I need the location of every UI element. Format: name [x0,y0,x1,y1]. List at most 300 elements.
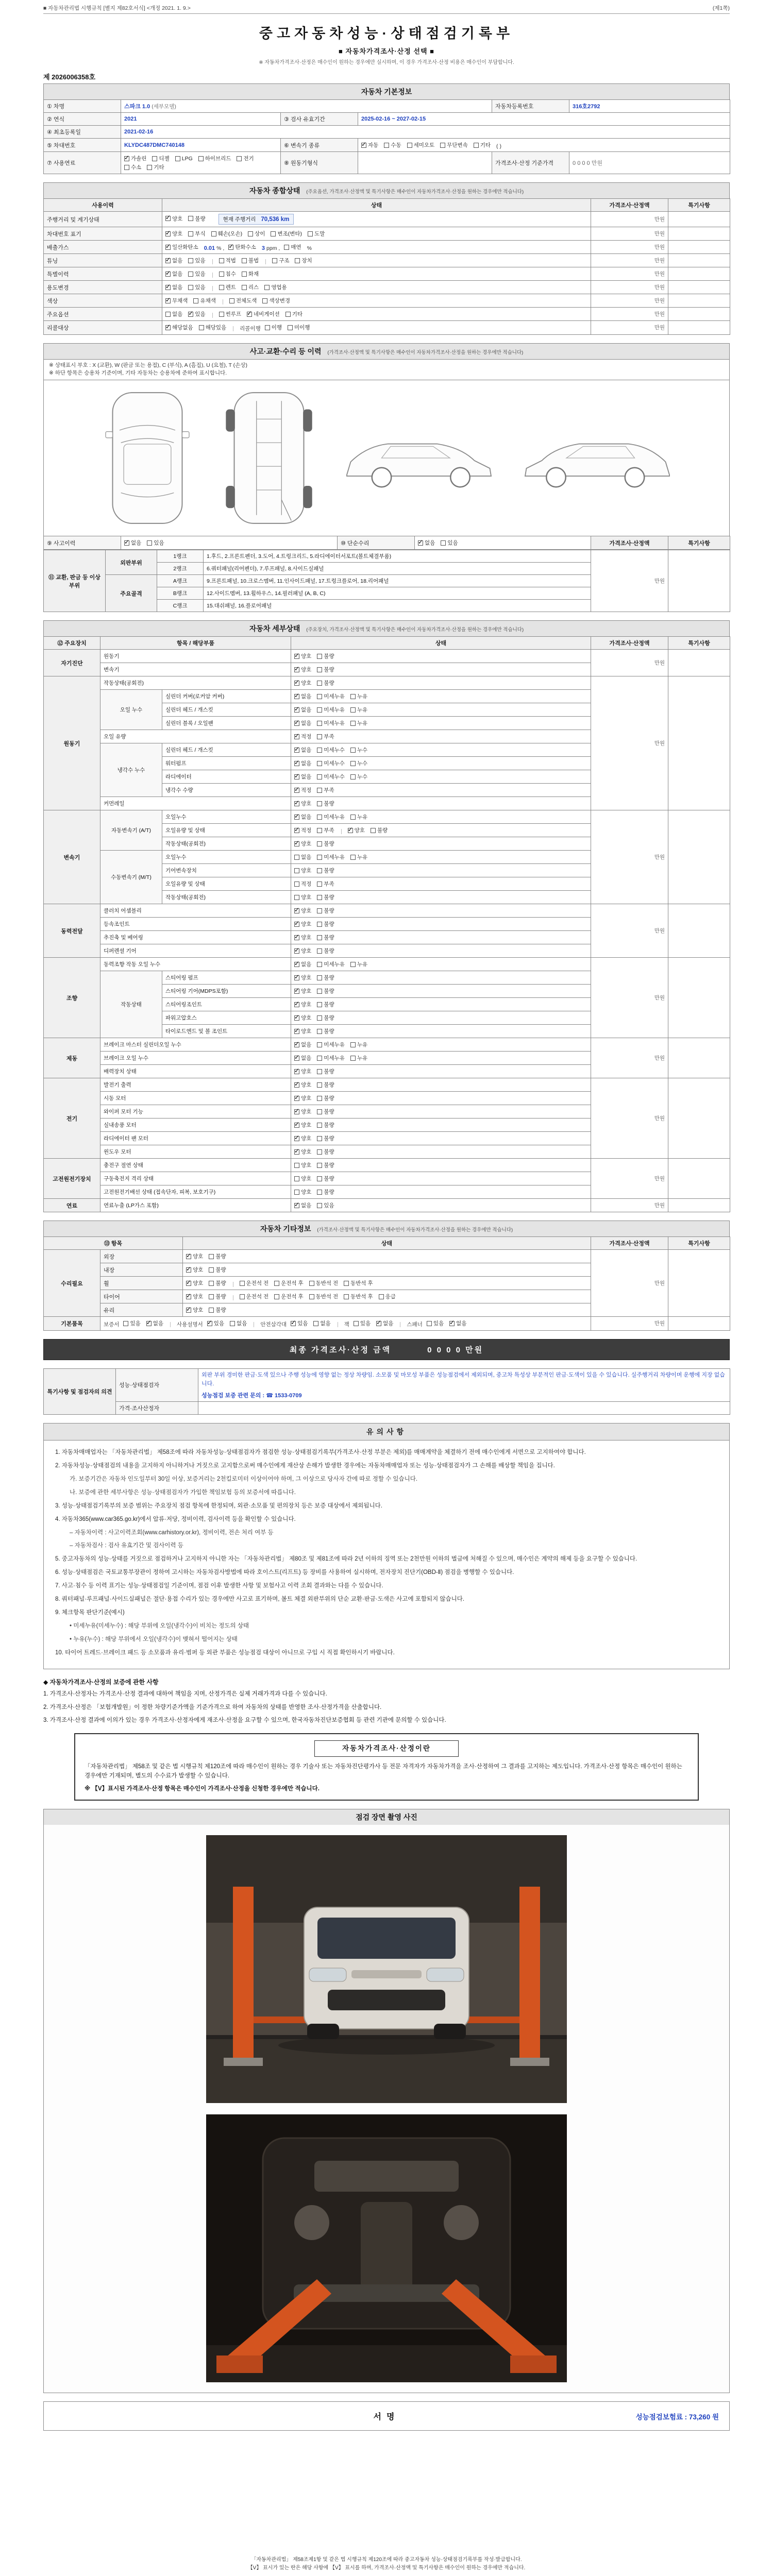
checkbox-불량[interactable] [317,1161,334,1169]
definition-text: 「자동차관리법」 제58조 및 같은 법 시행규칙 제120조에 따라 매수인이 원하는 경우 기술사 또는 자동차진단평가사 등 전문 자격자가 자동차가격을 조사·산정하여 그 결과를 고지하는 제도입니다. 가격조사·산정 항목은 매수인이 원하는 경우에만 기재되며, 별도의 수수료가 발생할 수 있습니다. [85,1763,682,1780]
checkbox-운전석 전[interactable] [240,1279,269,1287]
checkbox-label: 미세누유 [324,1055,345,1061]
checkbox-양호[interactable] [294,1067,311,1075]
checkbox-양호[interactable] [186,1266,203,1274]
checkbox-box-icon [317,654,322,659]
checkbox-훼손(오손)[interactable] [211,230,243,238]
comprehensive-row [44,267,730,281]
accident-section [43,343,730,613]
checkbox-적법[interactable] [219,257,236,264]
checkbox-label: 양호 [301,680,312,686]
checkbox-없음[interactable] [294,960,311,968]
checkbox-불량[interactable] [209,1266,226,1274]
checkbox-누유[interactable] [350,853,367,861]
legend-note: ※ 하단 항목은 승용차 기준이며, 기타 자동차는 승용차에 준하여 표시합니다. [49,370,227,377]
checkbox-label: 없음 [301,854,312,860]
checkbox-부족[interactable] [317,880,334,888]
device-item: 작동상태(공회전) [100,676,291,690]
device-item: 브레이크 마스터 실린더오일 누수 [100,1038,291,1052]
checkbox-없음[interactable] [294,1041,311,1048]
checkbox-적정[interactable] [294,733,311,740]
detail-row [44,1159,730,1172]
checkbox-불량[interactable] [209,1279,226,1287]
checkbox-양호[interactable] [294,987,311,995]
checkbox-box-icon [262,298,267,303]
checkbox-불량[interactable] [317,1081,334,1089]
inline-value: 0.01 [204,245,215,251]
checkbox-양호[interactable] [165,215,182,223]
checkbox-양호[interactable] [294,1148,311,1156]
checkbox-이행[interactable] [265,324,282,331]
state-cell [291,1145,591,1159]
checkbox-수소[interactable] [124,163,141,171]
checkbox-기타[interactable] [285,310,303,318]
checkbox-없음[interactable] [294,1201,311,1209]
checkbox-label: 없음 [301,961,312,968]
checkbox-양호[interactable] [294,666,311,673]
checkbox-label: 양호 [301,1015,312,1021]
checkbox-미세누유[interactable] [317,853,345,861]
checkbox-label: 세미오토 [413,142,435,148]
checkbox-label: 부족 [324,787,334,793]
checkbox-없음[interactable] [165,283,182,291]
checkbox-양호[interactable] [186,1306,203,1314]
chip-label: 현재 주행거리 [223,216,256,223]
checkbox-기타[interactable] [147,163,164,171]
checkbox-미세누유[interactable] [317,719,345,727]
checkbox-label: 누수 [357,747,368,753]
checkbox-불량[interactable] [209,1306,226,1314]
checkbox-누수[interactable] [350,759,367,767]
checkbox-없음[interactable] [313,1319,330,1327]
checkbox-없음[interactable] [449,1319,466,1327]
price-cell: 만원 [591,294,668,308]
checkbox-자동[interactable] [361,141,378,149]
checkbox-없음[interactable] [124,539,141,547]
checkbox-양호[interactable] [294,1175,311,1182]
checkbox-불량[interactable] [317,1188,334,1196]
checkbox-해당없음[interactable] [165,324,193,331]
checkbox-있음[interactable] [291,1319,308,1327]
checkbox-있음[interactable] [188,283,205,291]
col-memo: 특기사항 [668,637,730,650]
checkbox-box-icon [317,1190,322,1195]
checkbox-누유[interactable] [350,813,367,821]
state-cell [291,1132,591,1145]
device-item: 작동상태(공회전) [162,837,291,851]
checkbox-불량[interactable] [317,1148,334,1156]
checkbox-양호[interactable] [294,974,311,981]
accident-history-label: ⑨ 사고이력 [44,536,121,550]
checkbox-화재[interactable] [242,270,259,278]
checkbox-무단변속[interactable] [440,141,468,149]
checkbox-침수[interactable] [219,270,236,278]
checkbox-부족[interactable] [317,826,334,834]
checkbox-box-icon [294,1176,299,1181]
checkbox-미세누수[interactable] [317,773,345,781]
checkbox-불량[interactable] [317,974,334,981]
checkbox-누유[interactable] [350,960,367,968]
checkbox-box-icon [198,156,204,161]
checkbox-box-icon [124,165,129,170]
checkbox-양호[interactable] [294,907,311,914]
checkbox-label: 양호 [301,1122,312,1128]
checkbox-없음[interactable] [418,539,435,547]
checkbox-없음[interactable] [294,853,311,861]
checkbox-label: 부족 [324,827,334,834]
checkbox-매연[interactable] [284,243,301,251]
device-item: 변속기 [100,663,291,676]
checkbox-누유[interactable] [350,692,367,700]
car-diagram-underside-view [220,388,318,528]
checkbox-없음[interactable] [294,692,311,700]
checkbox-box-icon [165,245,171,250]
checkbox-미세누유[interactable] [317,960,345,968]
checkbox-box-icon [317,1029,322,1034]
device-item: 스티어링조인트 [162,998,291,1011]
device-group: 동력전달 [44,904,100,958]
checkbox-불량[interactable] [317,920,334,928]
checkbox-box-icon [317,1002,322,1007]
checkbox-불량[interactable] [317,867,334,874]
checkbox-적정[interactable] [294,880,311,888]
checkbox-전기[interactable] [237,155,254,162]
checkbox-없음[interactable] [294,1054,311,1062]
checkbox-누유[interactable] [350,1041,367,1048]
checkbox-탄화수소[interactable] [228,243,256,251]
vin-value: KLYDC487DMC740148 [121,139,281,152]
checkbox-불량[interactable] [317,840,334,848]
checkbox-box-icon [199,325,204,330]
checkbox-부족[interactable] [317,786,334,794]
checkbox-없음[interactable] [294,813,311,821]
checkbox-렌트[interactable] [219,283,236,291]
checkbox-적정[interactable] [294,786,311,794]
checkbox-기타[interactable] [474,141,491,149]
checkbox-일산화탄소[interactable] [165,243,198,251]
checkbox-가솔린[interactable] [124,155,146,162]
col-price: 가격조사·산정액 [591,637,668,650]
state-line [165,296,587,305]
checkbox-box-icon [294,1096,299,1101]
checkbox-누수[interactable] [350,773,367,781]
checkbox-양호[interactable] [294,947,311,955]
final-price-label: 최종 가격조사·산정 금액 [289,1345,392,1354]
checkbox-없음[interactable] [165,310,182,318]
checkbox-box-icon [317,895,322,900]
checkbox-양호[interactable] [294,652,311,660]
checkbox-없음[interactable] [146,1319,163,1327]
notice-item: 7. 사고·침수 등 이력 표기는 성능·상태점검일 기준이며, 점검 이후 발생한 사항 및 보험사고 이력 조회 결과와는 다를 수 있습니다. [55,1583,383,1589]
notice-item: 4. 자동차365(www.car365.go.kr)에서 압류·저당, 정비이력, 검사이력 등을 확인할 수 있습니다. [55,1516,296,1522]
checkbox-장치[interactable] [295,257,312,264]
checkbox-누수[interactable] [350,746,367,754]
checkbox-box-icon [294,1069,299,1074]
checkbox-양호[interactable] [186,1293,203,1300]
field-label: ⑥ 변속기 종류 [281,139,358,152]
checkbox-label: 자동 [368,142,379,148]
checkbox-label: LPG [181,155,193,162]
state-cell [291,1011,591,1025]
checkbox-box-icon [209,1267,214,1273]
checkbox-불량[interactable] [317,1014,334,1022]
checkbox-구조[interactable] [272,257,289,264]
checkbox-양호[interactable] [294,679,311,687]
checkbox-box-icon [294,774,299,779]
device-group: 고전원전기장치 [44,1159,100,1199]
checkbox-불량[interactable] [317,987,334,995]
checkbox-label: 없음 [301,707,312,713]
col-memo: 특기사항 [668,536,730,550]
checkbox-label: 무채색 [172,298,188,304]
checkbox-양호[interactable] [294,1014,311,1022]
checkbox-box-icon [317,935,322,940]
checkbox-label: 불량 [324,908,334,914]
checkbox-불량[interactable] [317,800,334,807]
checkbox-응급[interactable] [379,1293,396,1300]
device-item: 원동기 [100,650,291,663]
checkbox-양호[interactable] [186,1252,203,1260]
checkbox-box-icon [242,258,247,263]
checkbox-미세누수[interactable] [317,759,345,767]
checkbox-양호[interactable] [294,934,311,941]
checkbox-디젤[interactable] [152,155,169,162]
checkbox-하이브리드[interactable] [198,155,231,162]
device-item: 시동 모터 [100,1092,291,1105]
checkbox-있음[interactable] [427,1319,444,1327]
checkbox-box-icon [474,143,479,148]
checkbox-불량[interactable] [317,666,334,673]
checkbox-불량[interactable] [188,215,205,223]
checkbox-양호[interactable] [294,840,311,848]
checkbox-없음[interactable] [294,719,311,727]
checkbox-box-icon [240,1281,245,1286]
checkbox-색상변경[interactable] [262,297,290,304]
checkbox-label: 수동 [391,142,401,148]
checkbox-미세누유[interactable] [317,706,345,714]
checkbox-box-icon [350,815,356,820]
checkbox-label: 있음 [433,1320,444,1327]
checkbox-부족[interactable] [317,733,334,740]
checkbox-운전석 전[interactable] [240,1293,269,1300]
checkbox-있음[interactable] [188,270,205,278]
checkbox-동반석 후[interactable] [344,1293,373,1300]
misc-table [43,1236,730,1331]
checkbox-label: 양호 [301,653,312,659]
checkbox-box-icon [294,868,299,873]
checkbox-label: 적정 [301,734,312,740]
checkbox-양호[interactable] [294,893,311,901]
accident-header [43,343,730,359]
checkbox-양호[interactable] [294,1027,311,1035]
state-line [165,229,587,238]
checkbox-불량[interactable] [317,907,334,914]
checkbox-불량[interactable] [317,1108,334,1115]
checkbox-미세누유[interactable] [317,813,345,821]
comprehensive-note: (주요옵션, 가격조사·산정액 및 특기사항은 매수인이 자동차가격조사·산정을 원하는 경우에만 적습니다) [306,189,524,195]
mileage-chip [219,214,294,225]
checkbox-label: 전기 [243,156,254,162]
checkbox-미이행[interactable] [288,324,310,331]
checkbox-양호[interactable] [294,1108,311,1115]
checkbox-label: 없음 [301,774,312,780]
checkbox-label: 누수 [357,774,368,780]
checkbox-불량[interactable] [317,652,334,660]
checkbox-운전석 후[interactable] [274,1293,304,1300]
checkbox-label: 적정 [301,787,312,793]
checkbox-미세누유[interactable] [317,1041,345,1048]
checkbox-없음[interactable] [376,1319,393,1327]
checkbox-label: 불량 [324,1082,334,1088]
checkbox-label: 영업용 [271,284,287,291]
notice-subitem: • 미세누유(미세누수) : 해당 부위에 오일(냉각수)이 비치는 정도의 상태 [70,1623,249,1630]
checkbox-box-icon [317,828,322,833]
checkbox-box-icon [407,143,412,148]
checkbox-상이[interactable] [248,230,265,238]
checkbox-box-icon [165,298,171,303]
checkbox-리스[interactable] [242,283,259,291]
checkbox-양호[interactable] [294,867,311,874]
device-item: 오일유량 및 상태 [162,877,291,891]
checkbox-양호[interactable] [294,1094,311,1102]
checkbox-동반석 전[interactable] [309,1293,339,1300]
checkbox-box-icon [294,761,299,766]
checkbox-불량[interactable] [317,947,334,955]
checkbox-변조(변타)[interactable] [271,230,302,238]
checkbox-양호[interactable] [294,1001,311,1008]
checkbox-불량[interactable] [209,1293,226,1300]
checkbox-양호[interactable] [186,1279,203,1287]
checkbox-box-icon [350,1056,356,1061]
checkbox-불량[interactable] [371,826,388,834]
checkbox-양호[interactable] [294,800,311,807]
checkbox-없음[interactable] [294,746,311,754]
rank-label: C랭크 [157,600,204,612]
checkbox-불법[interactable] [242,257,259,264]
checkbox-있음[interactable] [123,1319,140,1327]
device-item: 구동축전지 격리 상태 [100,1172,291,1185]
checkbox-불량[interactable] [317,934,334,941]
checkbox-양호[interactable] [348,826,365,834]
checkbox-label: 누유 [357,961,368,968]
car-diagram-top-view [98,388,196,528]
checkbox-양호[interactable] [294,920,311,928]
checkbox-box-icon [294,1109,299,1114]
checkbox-있음[interactable] [207,1319,224,1327]
checkbox-불량[interactable] [317,1067,334,1075]
checkbox-label: 양호 [193,1253,204,1260]
checkbox-적정[interactable] [294,826,311,834]
checkbox-label: 불량 [324,841,334,847]
checkbox-label: 불량 [324,1028,334,1035]
checkbox-해당있음[interactable] [199,324,227,331]
detail-row [44,958,730,971]
checkbox-도말[interactable] [308,230,325,238]
checkbox-불량[interactable] [317,1027,334,1035]
checkbox-없음[interactable] [230,1319,247,1327]
checkbox-불량[interactable] [317,893,334,901]
checkbox-영업용[interactable] [264,283,287,291]
checkbox-무채색[interactable] [165,297,188,304]
checkbox-미세누유[interactable] [317,1054,345,1062]
checkbox-box-icon [384,143,389,148]
device-subgroup: 냉각수 누수 [100,743,162,797]
checkbox-label: 미세누수 [324,774,345,780]
checkbox-있음[interactable] [188,310,205,318]
model-year-value: 2021 [121,113,281,126]
checkbox-있음[interactable] [354,1319,371,1327]
checkbox-누유[interactable] [350,719,367,727]
checkbox-양호[interactable] [294,1121,311,1129]
checkbox-box-icon [317,748,322,753]
checkbox-부식[interactable] [188,230,205,238]
checkbox-불량[interactable] [317,1134,334,1142]
checkbox-있음[interactable] [441,539,458,547]
state-cell [291,877,591,891]
checkbox-운전석 후[interactable] [274,1279,304,1287]
checkbox-box-icon [165,325,171,330]
opinion-section-label: 특기사항 및 점검자의 의견 [44,1368,116,1414]
checkbox-없음[interactable] [165,270,182,278]
checkbox-box-icon [317,989,322,994]
checkbox-누유[interactable] [350,706,367,714]
checkbox-있음[interactable] [147,539,164,547]
checkbox-label: 무단변속 [447,142,468,148]
checkbox-동반석 전[interactable] [309,1279,339,1287]
checkbox-썬루프[interactable] [219,310,241,318]
checkbox-LPG[interactable] [175,156,193,162]
checkbox-box-icon [294,1136,299,1141]
checkbox-미세누수[interactable] [317,746,345,754]
checkbox-네비게이션[interactable] [247,310,280,318]
device-item: 스티어링 펌프 [162,971,291,985]
checkbox-양호[interactable] [294,1081,311,1089]
insurance-fee: 성능점검보험료 : 73,260 원 [635,2413,719,2421]
checkbox-양호[interactable] [165,230,182,238]
checkbox-세미오토[interactable] [407,141,435,149]
checkbox-label: 누유 [357,693,368,700]
checkbox-불량[interactable] [317,1175,334,1182]
checkbox-box-icon [123,1321,128,1326]
inline-text: 안전삼각대 [260,1321,287,1328]
checkbox-양호[interactable] [294,1134,311,1142]
checkbox-없음[interactable] [294,706,311,714]
checkbox-수동[interactable] [384,141,401,149]
checkbox-있음[interactable] [317,1201,334,1209]
checkbox-box-icon [294,667,299,672]
checkbox-동반석 후[interactable] [344,1279,373,1287]
checkbox-전체도색[interactable] [229,297,257,304]
checkbox-누유[interactable] [350,1054,367,1062]
checkbox-불량[interactable] [317,1094,334,1102]
checkbox-box-icon [309,1294,314,1299]
checkbox-양호[interactable] [294,1188,311,1196]
checkbox-불량[interactable] [317,1121,334,1129]
checkbox-미세누유[interactable] [317,692,345,700]
checkbox-없음[interactable] [294,759,311,767]
checkbox-있음[interactable] [188,257,205,264]
checkbox-불량[interactable] [317,679,334,687]
checkbox-없음[interactable] [294,773,311,781]
device-item: 실린더 헤드 / 개스킷 [162,743,291,757]
checkbox-불량[interactable] [209,1252,226,1260]
checkbox-불량[interactable] [317,1001,334,1008]
car-name-sub: (세부모델) [152,104,176,110]
checkbox-양호[interactable] [294,1161,311,1169]
checkbox-box-icon [317,882,322,887]
checkbox-없음[interactable] [165,257,182,264]
checkbox-유채색[interactable] [193,297,215,304]
